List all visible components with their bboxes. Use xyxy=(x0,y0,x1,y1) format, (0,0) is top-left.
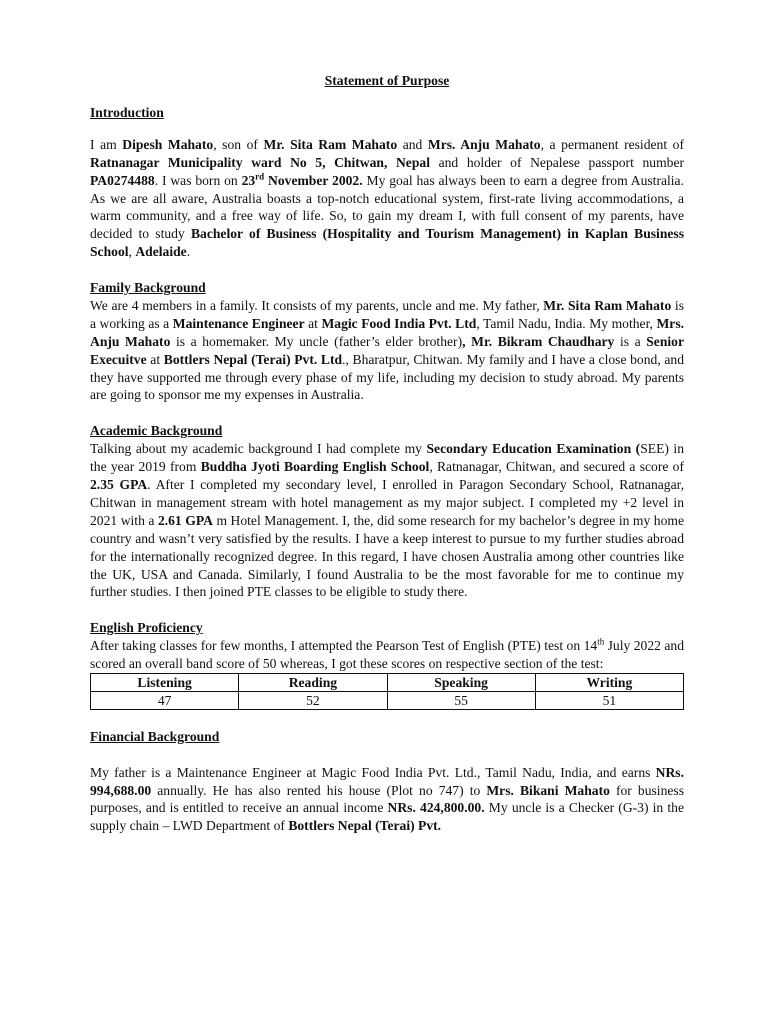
table-header-cell: Speaking xyxy=(387,673,535,691)
introduction-heading: Introduction xyxy=(90,104,164,120)
document-title: Statement of Purpose xyxy=(324,73,450,88)
table-header-row xyxy=(91,673,684,691)
english-heading: English Proficiency xyxy=(90,620,203,636)
uncle-name: Mr. Bikram Chaudhary xyxy=(471,333,615,349)
table-header-cell: Listening xyxy=(91,673,239,691)
family-paragraph: We are 4 members in a family. It consists of my parents, uncle and me. My father, Mr. Sita Ram Mahato is a working as a Maintenance Engineer at Magic Food India Pvt. Ltd, Tamil Nadu, India. My mother, Mrs. Anju Mahato is a homemaker. My uncle (father’s elder brother), Mr. Bikram Chaudhary is a Senior Execuitve at Bottlers Nepal (Terai) Pvt. Ltd., Bharatpur, Chitwan. My family and I have a close bond, and they have supported me through every phase of my life, including my decision to study abroad. My parents are going to sponsor me my expenses in Australia. xyxy=(90,297,685,403)
financial-heading: Financial Background xyxy=(90,728,220,744)
academic-paragraph: Talking about my academic background I had complete my Secondary Education Examination (SEE) in the year 2019 from Buddha Jyoti Boarding English School, Ratnanagar, Chitwan, and secured a score of 2.35 GPA. After I completed my secondary level, I enrolled in Paragon Secondary School, Ratnanagar, Chitwan in management stream with hotel management as my major subject. I completed my +2 level in 2021 with a 2.61 GPA m Hotel Management. I, the, did some research for my bachelor’s degree in my home country and wasn’t very satisfied by the results. I have a keep interest to pursue to my further studies abroad for the internationally recognized degree. In this regard, I have chosen Australia among other countries like the UK, USA and Canada. Similarly, I found Australia to be the most favorable for me to continue my further studies. I then joined PTE classes to be eligible to study there. xyxy=(90,441,685,600)
financial-paragraph: My father is a Maintenance Engineer at Magic Food India Pvt. Ltd., Tamil Nadu, India, and earns NRs. 994,688.00 annually. He has also rented his house (Plot no 747) to Mrs. Bikani Mahato for business purposes, and is entitled to receive an annual income NRs. 424,800.00. My uncle is a Checker (G-3) in the supply chain – LWD Department of Bottlers Nepal (Terai) Pvt. xyxy=(90,764,684,834)
table-cell: 52 xyxy=(239,691,387,709)
family-heading: Family Background xyxy=(90,280,206,296)
table-cell: 51 xyxy=(535,691,683,709)
pte-scores-table xyxy=(90,673,684,710)
course-name: Bachelor of Business (Hospitality and Tourism Management) in Kaplan Business School xyxy=(90,226,684,260)
applicant-name: Dipesh Mahato xyxy=(122,136,214,152)
passport-number: PA0274488 xyxy=(90,172,155,188)
table-header-cell: Writing xyxy=(535,673,683,691)
date-of-birth: 23rd November 2002. xyxy=(241,171,363,188)
english-paragraph: After taking classes for few months, I attempted the Pearson Test of English (PTE) test on 14th July 2022 and scored an overall band score of 50 whereas, I got these scores on respective section of the test: xyxy=(90,636,684,672)
address: Ratnanagar Municipality ward No 5, Chitwan, Nepal xyxy=(90,154,430,170)
city-name: Adelaide xyxy=(135,244,187,260)
mother-name: Mrs. Anju Mahato xyxy=(427,136,541,152)
table-cell: 55 xyxy=(387,691,535,709)
academic-heading: Academic Background xyxy=(90,423,223,439)
table-header-cell: Reading xyxy=(239,673,387,691)
table-row xyxy=(91,691,684,709)
father-name: Mr. Sita Ram Mahato xyxy=(263,136,398,152)
document-page xyxy=(90,72,684,835)
table-cell: 47 xyxy=(91,691,239,709)
introduction-paragraph: I am Dipesh Mahato, son of Mr. Sita Ram Mahato and Mrs. Anju Mahato, a permanent resident of Ratnanagar Municipality ward No 5, Chitwan, Nepal and holder of Nepalese passport number PA0274488. I was born on 23rd November 2002. My goal has always been to earn a degree from Australia. As we are all aware, Australia boasts a top-notch educational system, first-rate living accommodations, a warm community, and a free way of life. So, to gain my dream I, with full consent of my parents, have decided to study Bachelor of Business (Hospitality and Tourism Management) in Kaplan Business School, Adelaide. xyxy=(90,136,685,260)
